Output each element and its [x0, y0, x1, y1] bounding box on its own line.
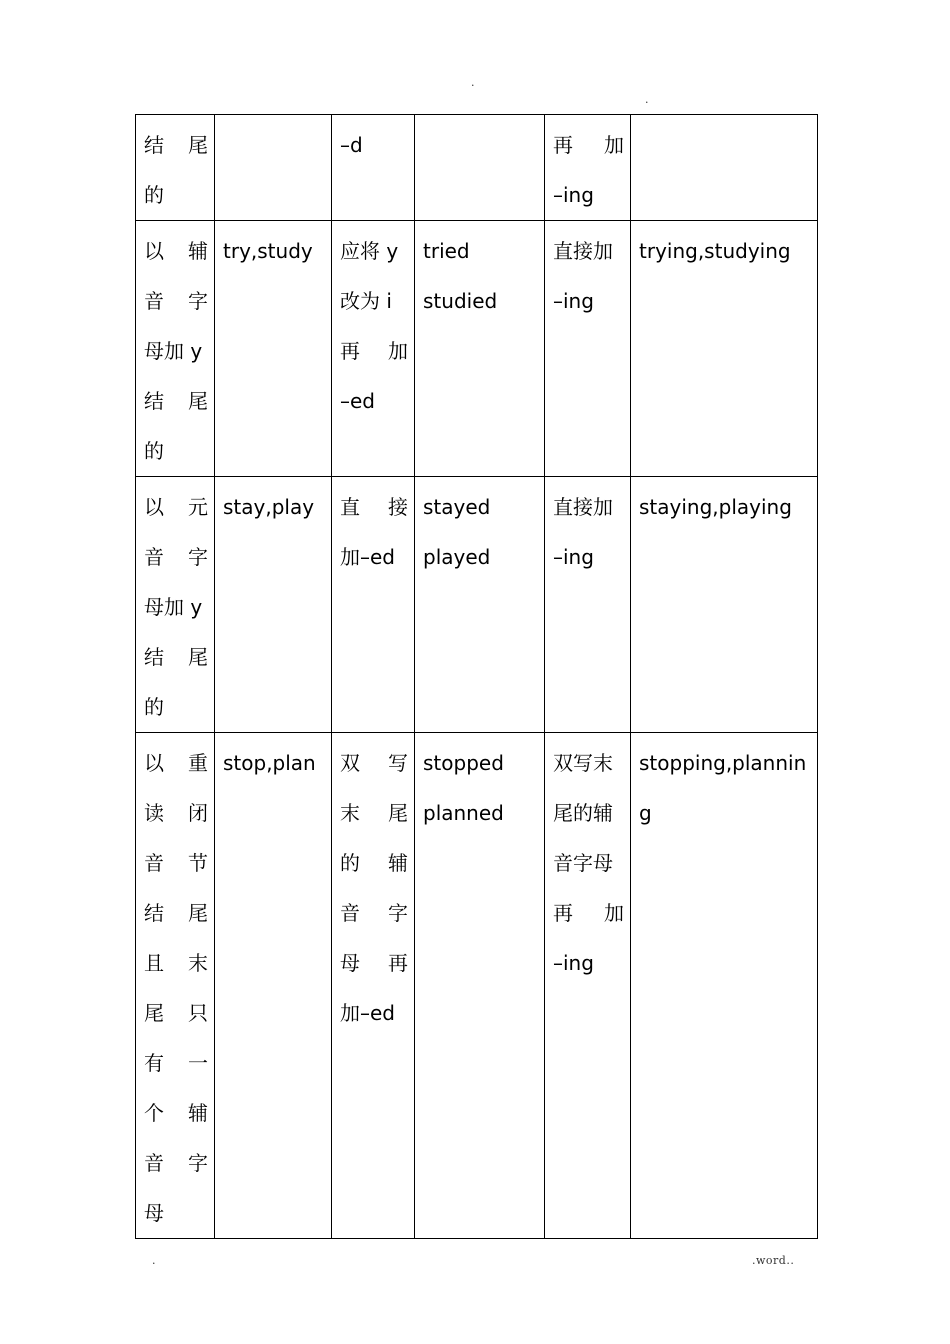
cell-text: 直	[340, 495, 360, 519]
past-rule-cell	[332, 115, 415, 221]
cell-line	[144, 482, 208, 532]
cell-text: 重	[188, 751, 208, 775]
past-rule-cell	[332, 733, 415, 1239]
cell-text: planned	[423, 801, 504, 825]
ing-forms-cell	[631, 477, 818, 733]
example-cell	[215, 115, 332, 221]
cell-line	[340, 838, 408, 888]
cell-text: 尾	[188, 901, 208, 925]
past-forms-cell	[415, 477, 545, 733]
cell-text: –ing	[553, 289, 594, 313]
cell-line	[144, 532, 208, 582]
cell-text: 双	[340, 751, 360, 775]
cell-text: 加–ed	[340, 1001, 395, 1025]
cell-line	[144, 276, 208, 326]
cell-line	[340, 738, 408, 788]
cell-text: 末	[340, 801, 360, 825]
cell-line	[340, 938, 408, 988]
cell-line	[340, 376, 408, 426]
cell-text: 以	[144, 751, 164, 775]
cell-line	[340, 988, 408, 1038]
cell-text: 加–ed	[340, 545, 395, 569]
header-mark: .	[471, 76, 475, 89]
cell-text: 以	[144, 495, 164, 519]
cell-line	[144, 120, 208, 170]
example-cell	[215, 221, 332, 477]
footer-word-mark: .word..	[752, 1254, 795, 1267]
cell-line	[144, 582, 208, 632]
cell-text: 尾	[188, 645, 208, 669]
cell-text: 字	[188, 1151, 208, 1175]
cell-text: 母	[144, 1201, 164, 1225]
header-mark: .	[645, 93, 649, 106]
cell-text: 接	[388, 495, 408, 519]
ing-forms-cell	[631, 733, 818, 1239]
cell-line	[340, 276, 408, 326]
cell-text: 母	[340, 951, 360, 975]
cell-line	[553, 532, 624, 582]
cell-text: 音	[340, 901, 360, 925]
cell-text: stay,play	[223, 495, 315, 519]
ing-forms-cell	[631, 221, 818, 477]
cell-text: 结	[144, 389, 164, 413]
ing-rule-cell	[545, 733, 631, 1239]
cell-text: 个	[144, 1101, 164, 1125]
cell-text: –ed	[340, 389, 375, 413]
cell-line	[553, 838, 624, 888]
cell-text: 直接加	[553, 239, 613, 263]
cell-line	[553, 482, 624, 532]
cell-text: –ing	[553, 951, 594, 975]
ing-forms-cell	[631, 115, 818, 221]
past-forms-cell	[415, 221, 545, 477]
cell-text: 元	[188, 495, 208, 519]
cell-text: 音	[144, 1151, 164, 1175]
cell-line	[553, 120, 624, 170]
cell-line	[340, 888, 408, 938]
cell-text: 以	[144, 239, 164, 263]
cell-line	[553, 938, 624, 988]
ing-rule-cell	[545, 477, 631, 733]
cell-line	[340, 226, 408, 276]
cell-text: 改为 i	[340, 289, 392, 313]
cell-text: 只	[188, 1001, 208, 1025]
cell-line	[553, 276, 624, 326]
cell-text: 再	[340, 339, 360, 363]
cell-text: 母加 y	[144, 339, 203, 363]
ing-rule-cell	[545, 221, 631, 477]
past-rule-cell	[332, 477, 415, 733]
cell-text: 节	[188, 851, 208, 875]
table-body	[136, 115, 818, 1239]
cell-text: 的	[144, 439, 164, 463]
cell-text: staying,playing	[639, 495, 792, 519]
cell-text: 结	[144, 645, 164, 669]
cell-text: 一	[188, 1051, 208, 1075]
cell-line	[144, 376, 208, 426]
cell-text: 应将 y	[340, 239, 399, 263]
cell-line	[144, 426, 208, 476]
cell-text: 辅	[188, 239, 208, 263]
cell-text: 再	[553, 901, 573, 925]
cell-text: 尾	[188, 133, 208, 157]
cell-text: 结	[144, 133, 164, 157]
cell-text: 字	[188, 545, 208, 569]
cell-text: stopped	[423, 751, 504, 775]
cell-text: played	[423, 545, 491, 569]
cell-line	[340, 788, 408, 838]
cell-text: 且	[144, 951, 164, 975]
cell-line	[553, 170, 624, 220]
past-forms-cell	[415, 733, 545, 1239]
cell-line	[340, 482, 408, 532]
cell-line	[144, 1138, 208, 1188]
cell-line	[144, 1038, 208, 1088]
cell-line	[340, 326, 408, 376]
cell-text: stopping,planning	[639, 751, 807, 825]
past-forms-cell	[415, 115, 545, 221]
example-cell	[215, 477, 332, 733]
cell-text: 加	[604, 901, 624, 925]
cell-line	[144, 1188, 208, 1238]
cell-text: 尾的辅	[553, 801, 613, 825]
cell-line	[144, 738, 208, 788]
condition-cell	[136, 221, 215, 477]
cell-text: 字	[188, 289, 208, 313]
cell-line	[144, 326, 208, 376]
cell-text: 加	[388, 339, 408, 363]
cell-text: 辅	[188, 1101, 208, 1125]
footer-mark: .	[152, 1254, 156, 1267]
cell-text: –d	[340, 133, 363, 157]
example-cell	[215, 733, 332, 1239]
cell-text: 尾	[188, 389, 208, 413]
cell-line	[144, 1088, 208, 1138]
cell-text: 音	[144, 289, 164, 313]
cell-text: 的	[340, 851, 360, 875]
cell-line	[553, 788, 624, 838]
cell-line	[340, 532, 408, 582]
past-rule-cell	[332, 221, 415, 477]
ing-rule-cell	[545, 115, 631, 221]
table-row	[136, 115, 818, 221]
cell-text: 有	[144, 1051, 164, 1075]
cell-text: 尾	[388, 801, 408, 825]
table-row	[136, 221, 818, 477]
cell-line	[144, 938, 208, 988]
cell-text: 读	[144, 801, 164, 825]
cell-text: –ing	[553, 183, 594, 207]
cell-line	[144, 838, 208, 888]
cell-text: 辅	[388, 851, 408, 875]
cell-line	[553, 226, 624, 276]
cell-line	[144, 788, 208, 838]
cell-text: stayed	[423, 495, 491, 519]
cell-text: 闭	[188, 801, 208, 825]
cell-line	[144, 988, 208, 1038]
cell-line	[144, 226, 208, 276]
cell-text: 写	[388, 751, 408, 775]
table-row	[136, 733, 818, 1239]
cell-text: 直接加	[553, 495, 613, 519]
cell-text: 尾	[144, 1001, 164, 1025]
cell-line	[144, 682, 208, 732]
cell-line	[553, 738, 624, 788]
cell-text: 音字母	[553, 851, 613, 875]
condition-cell	[136, 733, 215, 1239]
cell-text: studied	[423, 289, 498, 313]
cell-text: try,study	[223, 239, 313, 263]
condition-cell	[136, 477, 215, 733]
cell-text: –ing	[553, 545, 594, 569]
cell-line	[144, 888, 208, 938]
verb-inflection-table	[135, 114, 818, 1239]
cell-text: 音	[144, 851, 164, 875]
cell-line	[144, 170, 208, 220]
cell-text: 字	[388, 901, 408, 925]
table-row	[136, 477, 818, 733]
cell-text: tried	[423, 239, 470, 263]
cell-text: 音	[144, 545, 164, 569]
cell-text: 的	[144, 183, 164, 207]
cell-text: 加	[604, 133, 624, 157]
cell-text: 双写末	[553, 751, 613, 775]
cell-text: 末	[188, 951, 208, 975]
cell-text: 母加 y	[144, 595, 203, 619]
cell-text: 再	[388, 951, 408, 975]
cell-text: 结	[144, 901, 164, 925]
cell-text: trying,studying	[639, 239, 791, 263]
cell-text: 再	[553, 133, 573, 157]
cell-line	[144, 632, 208, 682]
cell-text: stop,plan	[223, 751, 316, 775]
condition-cell	[136, 115, 215, 221]
cell-text: 的	[144, 695, 164, 719]
cell-line	[553, 888, 624, 938]
